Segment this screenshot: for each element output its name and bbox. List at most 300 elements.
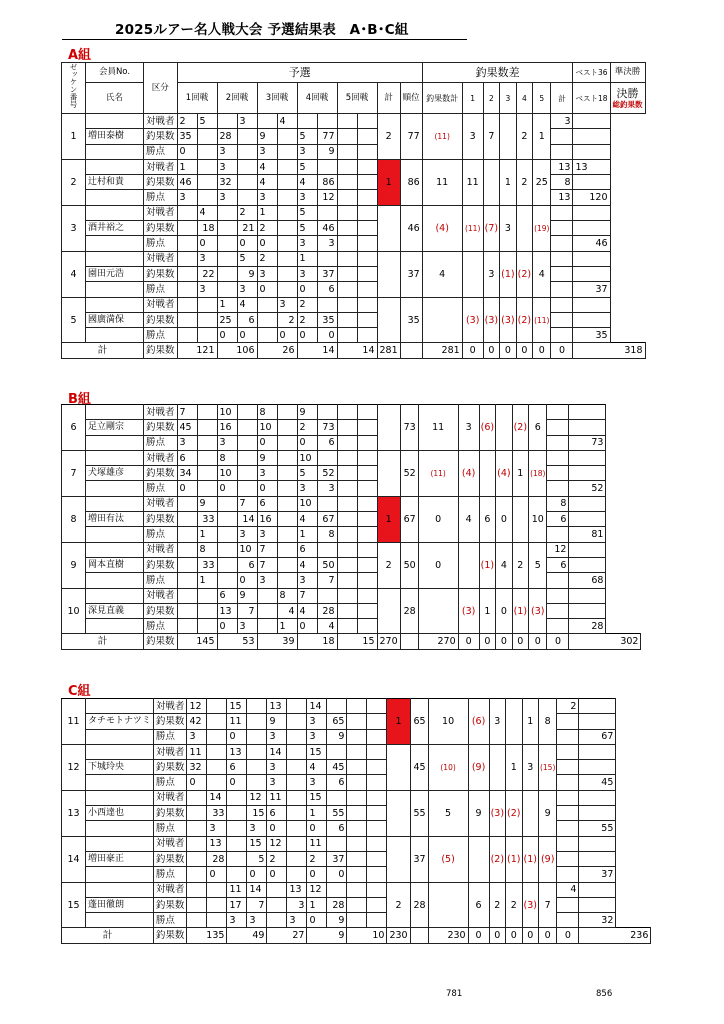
points-cell bbox=[227, 821, 247, 836]
sa-cell: 2 bbox=[516, 114, 532, 160]
catch-cell: 42 bbox=[187, 714, 207, 729]
best18-cell: 6 bbox=[547, 512, 569, 527]
semi-total-cell: 13 bbox=[551, 190, 573, 205]
points-cell: 3 bbox=[267, 729, 287, 744]
final-total-cell bbox=[573, 144, 610, 159]
sa-cell: (3) bbox=[500, 297, 516, 343]
empty-cell bbox=[357, 481, 377, 496]
round-total: 9 bbox=[307, 928, 347, 943]
empty-cell bbox=[357, 251, 377, 266]
opponent-cell bbox=[217, 251, 237, 266]
final-total-cell: 37 bbox=[573, 282, 610, 297]
empty-cell bbox=[337, 312, 357, 327]
row-label: 勝点 bbox=[144, 573, 178, 588]
opponent-cell bbox=[297, 114, 317, 129]
zekken-no: 2 bbox=[62, 159, 86, 205]
points-cell bbox=[247, 775, 267, 790]
member-no bbox=[86, 328, 144, 343]
points-cell: 3 bbox=[287, 913, 307, 928]
sa-total: 0 bbox=[529, 634, 547, 649]
sa-total: 0 bbox=[538, 928, 556, 943]
row-label: 対戦者 bbox=[144, 297, 178, 312]
sa-total: 0 bbox=[557, 928, 579, 943]
opponent-cell: 3 bbox=[237, 114, 257, 129]
final-total-cell: 52 bbox=[569, 481, 606, 496]
catch-total: 52 bbox=[400, 450, 418, 496]
empty-cell bbox=[347, 775, 367, 790]
best36-cell: 2 bbox=[557, 699, 579, 714]
opponent-cell: 7 bbox=[177, 405, 197, 420]
points-cell: 3 bbox=[257, 144, 277, 159]
final-total-cell: 35 bbox=[573, 328, 610, 343]
best18-cell bbox=[547, 603, 569, 618]
points-cell bbox=[287, 867, 307, 882]
sa-header: 釣果数差 bbox=[422, 63, 573, 83]
empty-cell bbox=[357, 496, 377, 511]
final-cell bbox=[579, 897, 616, 912]
opponent-cell: 5 bbox=[297, 205, 317, 220]
sa-cell: 0 bbox=[418, 496, 458, 542]
semi-cell bbox=[569, 450, 606, 465]
semi-cell bbox=[569, 405, 606, 420]
semi-cell bbox=[569, 542, 606, 557]
catch-cell bbox=[227, 851, 247, 866]
catch-cell bbox=[287, 851, 307, 866]
points-cell bbox=[237, 144, 257, 159]
semi-total-cell bbox=[557, 775, 579, 790]
best36-cell: 13 bbox=[551, 159, 573, 174]
points-cell: 3 bbox=[257, 573, 277, 588]
row-label: 勝点 bbox=[144, 435, 178, 450]
opponent-cell: 13 bbox=[207, 836, 227, 851]
points-cell bbox=[247, 729, 267, 744]
sa-total: 0 bbox=[512, 634, 528, 649]
opponent-cell: 15 bbox=[307, 790, 327, 805]
empty-cell bbox=[347, 790, 367, 805]
empty-cell bbox=[327, 744, 347, 759]
best18-cell: 8 bbox=[551, 175, 573, 190]
points-cell: 0 bbox=[237, 328, 257, 343]
points-cell bbox=[217, 236, 237, 251]
final-cell bbox=[573, 266, 610, 281]
row-label: 釣果数 bbox=[144, 221, 178, 236]
opponent-cell: 9 bbox=[237, 588, 257, 603]
sa-cell: 4 bbox=[422, 251, 462, 297]
best36-cell bbox=[547, 588, 569, 603]
points-cell bbox=[187, 913, 207, 928]
opponent-cell: 7 bbox=[257, 542, 277, 557]
sa-cell bbox=[479, 450, 495, 496]
member-no bbox=[86, 251, 144, 266]
zekken-no: 9 bbox=[62, 542, 86, 588]
opponent-cell: 5 bbox=[297, 159, 317, 174]
rank-cell bbox=[377, 450, 400, 496]
catch-cell: 13 bbox=[217, 603, 237, 618]
opponent-cell: 14 bbox=[207, 790, 227, 805]
opponent-cell: 9 bbox=[297, 405, 317, 420]
member-no bbox=[86, 114, 144, 129]
round-total: 135 bbox=[187, 928, 227, 943]
sa-cell: 11 bbox=[418, 405, 458, 451]
catch-cell bbox=[287, 760, 307, 775]
rank-cell: 1 bbox=[377, 496, 400, 542]
empty-cell bbox=[337, 221, 357, 236]
yosen-header: 予選 bbox=[177, 63, 422, 83]
rank-cell bbox=[377, 588, 400, 634]
empty-cell bbox=[357, 542, 377, 557]
total-catch-all: 302 bbox=[569, 634, 641, 649]
total-label: 計 bbox=[62, 634, 144, 649]
opponent-cell: 15 bbox=[227, 699, 247, 714]
member-no bbox=[86, 435, 144, 450]
opponent-cell bbox=[257, 588, 277, 603]
round-total: 10 bbox=[347, 928, 387, 943]
semi-cell bbox=[579, 836, 616, 851]
row-label: 勝点 bbox=[144, 190, 178, 205]
points-cell: 3 bbox=[207, 821, 227, 836]
catch-cell bbox=[207, 714, 227, 729]
catch-sum: 37 bbox=[317, 266, 337, 281]
empty-cell bbox=[327, 699, 347, 714]
semi-cell bbox=[579, 790, 616, 805]
catch-cell bbox=[277, 512, 297, 527]
points-cell: 3 bbox=[177, 190, 197, 205]
opponent-cell: 13 bbox=[267, 699, 287, 714]
catch-sum: 37 bbox=[327, 851, 347, 866]
sa-cell: 0 bbox=[496, 496, 512, 542]
sa-cell: (1) bbox=[479, 542, 495, 588]
sa-cell bbox=[516, 205, 532, 251]
catch-cell: 46 bbox=[177, 175, 197, 190]
total-kind: 釣果数 bbox=[144, 343, 178, 358]
rank-cell bbox=[377, 405, 400, 451]
sa-cell: (4) bbox=[496, 450, 512, 496]
empty-cell bbox=[367, 714, 387, 729]
semi-cell bbox=[579, 744, 616, 759]
best36-cell: 4 bbox=[557, 882, 579, 897]
points-cell: 3 bbox=[297, 573, 317, 588]
sa-cell: (3) bbox=[458, 588, 479, 634]
opponent-cell bbox=[287, 836, 307, 851]
empty-cell bbox=[337, 481, 357, 496]
best36-cell bbox=[557, 744, 579, 759]
sa-total: 0 bbox=[483, 343, 499, 358]
player-name: 園田元浩 bbox=[86, 266, 144, 281]
opponent-cell: 11 bbox=[307, 836, 327, 851]
catch-total: 37 bbox=[400, 251, 422, 297]
points-sum: 8 bbox=[317, 527, 337, 542]
points-cell bbox=[277, 527, 297, 542]
row-label: 釣果数 bbox=[144, 420, 178, 435]
group-label-b: B組 bbox=[68, 392, 91, 407]
catch-cell: 6 bbox=[237, 557, 257, 572]
player-name: 酒井裕之 bbox=[86, 221, 144, 236]
opponent-cell: 4 bbox=[237, 297, 257, 312]
catch-cell bbox=[177, 557, 197, 572]
totals-row bbox=[62, 343, 646, 358]
sa-cell bbox=[468, 836, 489, 882]
catch-cell bbox=[177, 603, 197, 618]
best18-cell bbox=[551, 129, 573, 144]
empty-cell bbox=[357, 619, 377, 634]
final-cell bbox=[569, 557, 606, 572]
member-no bbox=[86, 821, 154, 836]
opponent-cell: 2 bbox=[257, 251, 277, 266]
points-cell bbox=[277, 435, 297, 450]
empty-cell bbox=[317, 405, 337, 420]
catch-cell bbox=[177, 266, 197, 281]
best36-cell bbox=[547, 405, 569, 420]
empty-cell bbox=[337, 496, 357, 511]
member-no bbox=[86, 699, 154, 714]
sa-cell: 4 bbox=[496, 542, 512, 588]
empty-cell bbox=[357, 129, 377, 144]
empty-cell bbox=[337, 619, 357, 634]
catch-total-sum: 270 bbox=[418, 634, 458, 649]
empty-cell bbox=[367, 760, 387, 775]
points-cell bbox=[277, 481, 297, 496]
opponent-cell: 10 bbox=[217, 405, 237, 420]
catch-cell bbox=[277, 466, 297, 481]
points-cell: 3 bbox=[297, 236, 317, 251]
points-cell: 3 bbox=[247, 821, 267, 836]
points-cell: 1 bbox=[197, 527, 217, 542]
player-name: 小西達也 bbox=[86, 806, 154, 821]
points-cell bbox=[197, 144, 217, 159]
rank-cell: 2 bbox=[387, 882, 410, 928]
final-cell bbox=[569, 603, 606, 618]
catch-cell bbox=[247, 714, 267, 729]
opponent-cell bbox=[287, 790, 307, 805]
points-cell: 0 bbox=[297, 435, 317, 450]
empty-cell bbox=[337, 542, 357, 557]
final-cell bbox=[569, 420, 606, 435]
round-header: 3回戦 bbox=[257, 83, 297, 114]
result-table-c bbox=[61, 698, 651, 944]
semi-total-cell bbox=[551, 144, 573, 159]
player-row bbox=[62, 450, 641, 465]
empty-cell bbox=[357, 266, 377, 281]
row-label: 対戦者 bbox=[144, 251, 178, 266]
sa-cell: (1) bbox=[500, 251, 516, 297]
catch-sum: 45 bbox=[327, 760, 347, 775]
catch-cell: 6 bbox=[237, 312, 257, 327]
zekken-no: 7 bbox=[62, 450, 86, 496]
empty-cell bbox=[357, 221, 377, 236]
catch-cell: 35 bbox=[177, 129, 197, 144]
semi-total-cell bbox=[547, 481, 569, 496]
points-cell: 3 bbox=[307, 729, 327, 744]
row-label: 対戦者 bbox=[144, 205, 178, 220]
semi-total-cell bbox=[551, 282, 573, 297]
empty-cell bbox=[357, 312, 377, 327]
points-sum: 6 bbox=[317, 282, 337, 297]
row-label: 釣果数 bbox=[153, 714, 187, 729]
points-cell: 0 bbox=[297, 328, 317, 343]
zekken-no: 12 bbox=[62, 744, 86, 790]
empty-cell bbox=[357, 236, 377, 251]
sa-cell: 0 bbox=[418, 542, 458, 588]
sa-col-header: 5 bbox=[533, 83, 551, 114]
semi-cell bbox=[573, 205, 610, 220]
opponent-cell bbox=[217, 496, 237, 511]
sa-cell: (3) bbox=[462, 297, 483, 343]
sa-total: 0 bbox=[551, 343, 573, 358]
round-total: 106 bbox=[217, 343, 257, 358]
final-cell bbox=[573, 312, 610, 327]
sa-cell: (3) bbox=[529, 588, 547, 634]
final-cell bbox=[579, 806, 616, 821]
points-cell: 3 bbox=[197, 282, 217, 297]
points-cell: 0 bbox=[247, 867, 267, 882]
final-total-cell: 67 bbox=[579, 729, 616, 744]
player-name: 國廣満保 bbox=[86, 312, 144, 327]
opponent-cell bbox=[197, 297, 217, 312]
points-cell: 3 bbox=[237, 527, 257, 542]
best36-cell bbox=[557, 790, 579, 805]
sa-cell: 10 bbox=[428, 699, 468, 745]
sa-cell: (11) bbox=[462, 205, 483, 251]
round-total: 15 bbox=[337, 634, 377, 649]
sa-cell bbox=[458, 542, 479, 588]
final-cell bbox=[573, 221, 610, 236]
empty-cell bbox=[347, 851, 367, 866]
row-label: 釣果数 bbox=[153, 760, 187, 775]
sa-cell: 7 bbox=[538, 882, 556, 928]
empty-cell bbox=[357, 557, 377, 572]
round-total: 27 bbox=[267, 928, 307, 943]
sa-cell: (2) bbox=[516, 251, 532, 297]
member-no bbox=[86, 836, 154, 851]
row-label: 勝点 bbox=[144, 619, 178, 634]
member-no bbox=[86, 205, 144, 220]
final-cell bbox=[579, 760, 616, 775]
empty-cell bbox=[357, 282, 377, 297]
player-name: 増田泰樹 bbox=[86, 129, 144, 144]
opponent-cell: 12 bbox=[187, 699, 207, 714]
rank-cell bbox=[377, 297, 400, 343]
catch-cell: 34 bbox=[177, 466, 197, 481]
catch-cell: 5 bbox=[297, 129, 317, 144]
sa-cell: 5 bbox=[428, 790, 468, 836]
points-cell: 3 bbox=[227, 913, 247, 928]
catch-total: 28 bbox=[410, 882, 428, 928]
sa-cell: 2 bbox=[512, 542, 528, 588]
catch-cell: 17 bbox=[227, 897, 247, 912]
opponent-cell: 9 bbox=[257, 450, 277, 465]
points-cell: 0 bbox=[187, 775, 207, 790]
sa-total: 0 bbox=[468, 928, 489, 943]
semi-header: 準決勝 bbox=[610, 63, 645, 83]
semi-cell bbox=[573, 251, 610, 266]
points-cell: 0 bbox=[297, 619, 317, 634]
catch-cell: 25 bbox=[217, 312, 237, 327]
sa-cell: 3 bbox=[522, 744, 538, 790]
points-cell: 1 bbox=[197, 573, 217, 588]
player-row bbox=[62, 405, 641, 420]
empty-cell bbox=[357, 405, 377, 420]
points-cell bbox=[197, 619, 217, 634]
row-label: 対戦者 bbox=[153, 790, 187, 805]
rank-cell bbox=[387, 836, 410, 882]
sa-cell: (6) bbox=[479, 405, 495, 451]
player-row bbox=[62, 297, 646, 312]
member-no bbox=[86, 588, 144, 603]
catch-sum: 46 bbox=[317, 221, 337, 236]
sa-cell: (5) bbox=[428, 836, 468, 882]
catch-cell bbox=[177, 221, 197, 236]
empty-cell bbox=[317, 251, 337, 266]
catch-cell: 18 bbox=[197, 221, 217, 236]
final-total-cell: 73 bbox=[569, 435, 606, 450]
zekken-header bbox=[62, 63, 86, 114]
catch-cell bbox=[257, 312, 277, 327]
result-table-a bbox=[61, 62, 646, 359]
sa-cell: 0 bbox=[496, 588, 512, 634]
points-cell: 3 bbox=[267, 775, 287, 790]
opponent-cell bbox=[187, 790, 207, 805]
opponent-cell: 10 bbox=[297, 450, 317, 465]
catch-cell bbox=[267, 897, 287, 912]
points-cell: 3 bbox=[257, 527, 277, 542]
opponent-cell bbox=[177, 251, 197, 266]
row-label: 勝点 bbox=[153, 729, 187, 744]
sa-cell: (1) bbox=[522, 836, 538, 882]
opponent-cell bbox=[267, 882, 287, 897]
page-number-left: 781 bbox=[446, 989, 463, 999]
sa-cell: 3 bbox=[500, 205, 516, 251]
sa-cell: 8 bbox=[538, 699, 556, 745]
grand-total: 230 bbox=[387, 928, 410, 943]
member-no bbox=[86, 913, 154, 928]
catch-cell bbox=[247, 760, 267, 775]
row-label: 勝点 bbox=[144, 236, 178, 251]
player-row bbox=[62, 699, 651, 714]
points-cell bbox=[217, 573, 237, 588]
row-label: 勝点 bbox=[144, 282, 178, 297]
empty-cell bbox=[367, 882, 387, 897]
points-cell: 0 bbox=[217, 481, 237, 496]
row-label: 釣果数 bbox=[144, 266, 178, 281]
points-cell bbox=[177, 573, 197, 588]
opponent-cell bbox=[217, 114, 237, 129]
catch-cell: 1 bbox=[307, 806, 327, 821]
points-cell bbox=[217, 527, 237, 542]
empty-cell bbox=[357, 435, 377, 450]
points-cell bbox=[177, 282, 197, 297]
best36-cell: 8 bbox=[547, 496, 569, 511]
player-row bbox=[62, 836, 651, 851]
empty-cell bbox=[337, 527, 357, 542]
catch-cell: 2 bbox=[257, 221, 277, 236]
round-total: 18 bbox=[297, 634, 337, 649]
opponent-cell: 4 bbox=[257, 159, 277, 174]
row-label: 対戦者 bbox=[144, 542, 178, 557]
final-cell bbox=[569, 512, 606, 527]
points-cell bbox=[277, 144, 297, 159]
sa-total: 0 bbox=[462, 343, 483, 358]
catch-cell: 4 bbox=[297, 603, 317, 618]
catch-cell: 3 bbox=[257, 466, 277, 481]
best36-cell bbox=[551, 205, 573, 220]
catch-cell bbox=[277, 221, 297, 236]
points-cell bbox=[237, 481, 257, 496]
final-total-cell: 68 bbox=[569, 573, 606, 588]
player-name: 深見直義 bbox=[86, 603, 144, 618]
points-cell bbox=[227, 867, 247, 882]
rank-cell: 1 bbox=[387, 699, 410, 745]
opponent-cell bbox=[197, 159, 217, 174]
